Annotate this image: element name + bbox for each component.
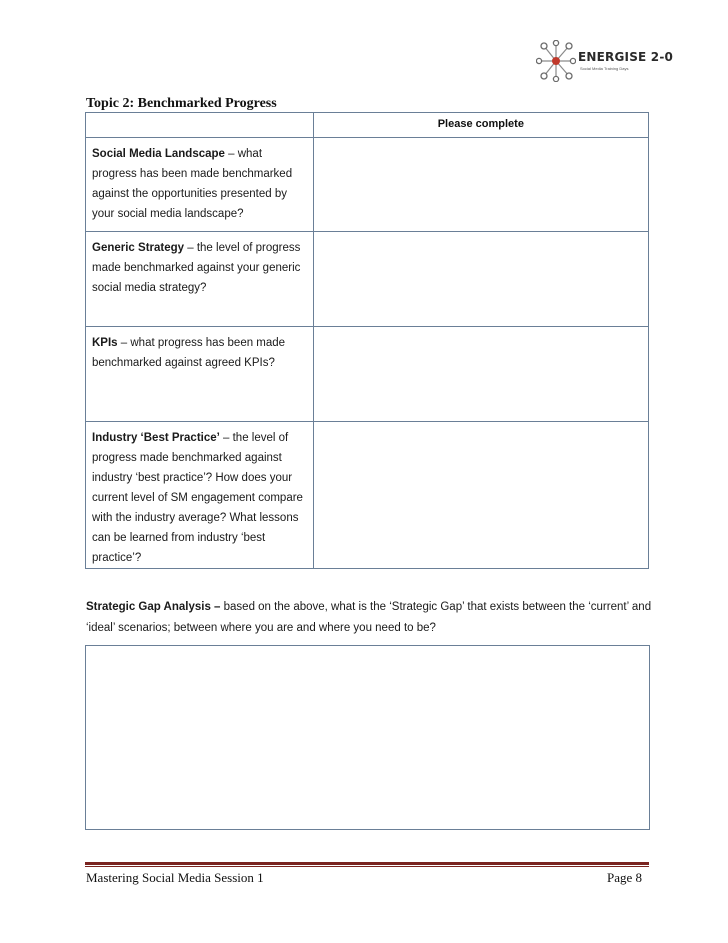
- footer-document-title: Mastering Social Media Session 1: [86, 870, 264, 885]
- question-generic-strategy: Generic Strategy – the level of progress made benchmarked against your generic social media strategy?: [86, 232, 314, 327]
- answer-cell-generic-strategy[interactable]: [313, 232, 648, 327]
- table-header-row: [86, 113, 649, 138]
- footer-page-number: Page 8: [606, 870, 642, 885]
- logo-subtitle: Social Media Training Days: [580, 66, 629, 71]
- question-industry-best-practice: Industry ‘Best Practice’ – the level of progress made benchmarked against industry ‘best practice’? How does your current level of SM engagement compare with the industry average? What lessons can be learned from industry ‘best practice’?: [86, 422, 314, 569]
- benchmark-table: [85, 112, 649, 569]
- question-social-media-landscape: Social Media Landscape – what progress has been made benchmarked against the opportunities presented by your social media landscape?: [86, 138, 314, 232]
- network-hub-icon: [536, 40, 576, 82]
- logo-title: ENERGISE 2-0: [578, 50, 674, 64]
- energise-logo: [536, 40, 674, 86]
- topic-title: Topic 2: Benchmarked Progress: [86, 96, 277, 111]
- table-row: [86, 232, 649, 327]
- answer-cell-social-media-landscape[interactable]: [313, 138, 648, 232]
- header-please-complete: Please complete: [313, 113, 648, 138]
- footer-rule-thick: [85, 862, 649, 865]
- strategic-gap-answer-box[interactable]: [85, 645, 650, 830]
- question-kpis: KPIs – what progress has been made benchmarked against agreed KPIs?: [86, 327, 314, 422]
- strategic-gap-question: Strategic Gap Analysis – based on the above, what is the ‘Strategic Gap’ that exists between the ‘current’ and ‘ideal’ scenarios; between where you are and where you need to be?: [86, 601, 652, 634]
- table-row: [86, 138, 649, 232]
- answer-cell-kpis[interactable]: [313, 327, 648, 422]
- header-empty-cell: [86, 113, 314, 138]
- footer-rule-thin: [85, 866, 649, 867]
- table-row: [86, 327, 649, 422]
- answer-cell-industry-best-practice[interactable]: [313, 422, 648, 569]
- table-row: [86, 422, 649, 569]
